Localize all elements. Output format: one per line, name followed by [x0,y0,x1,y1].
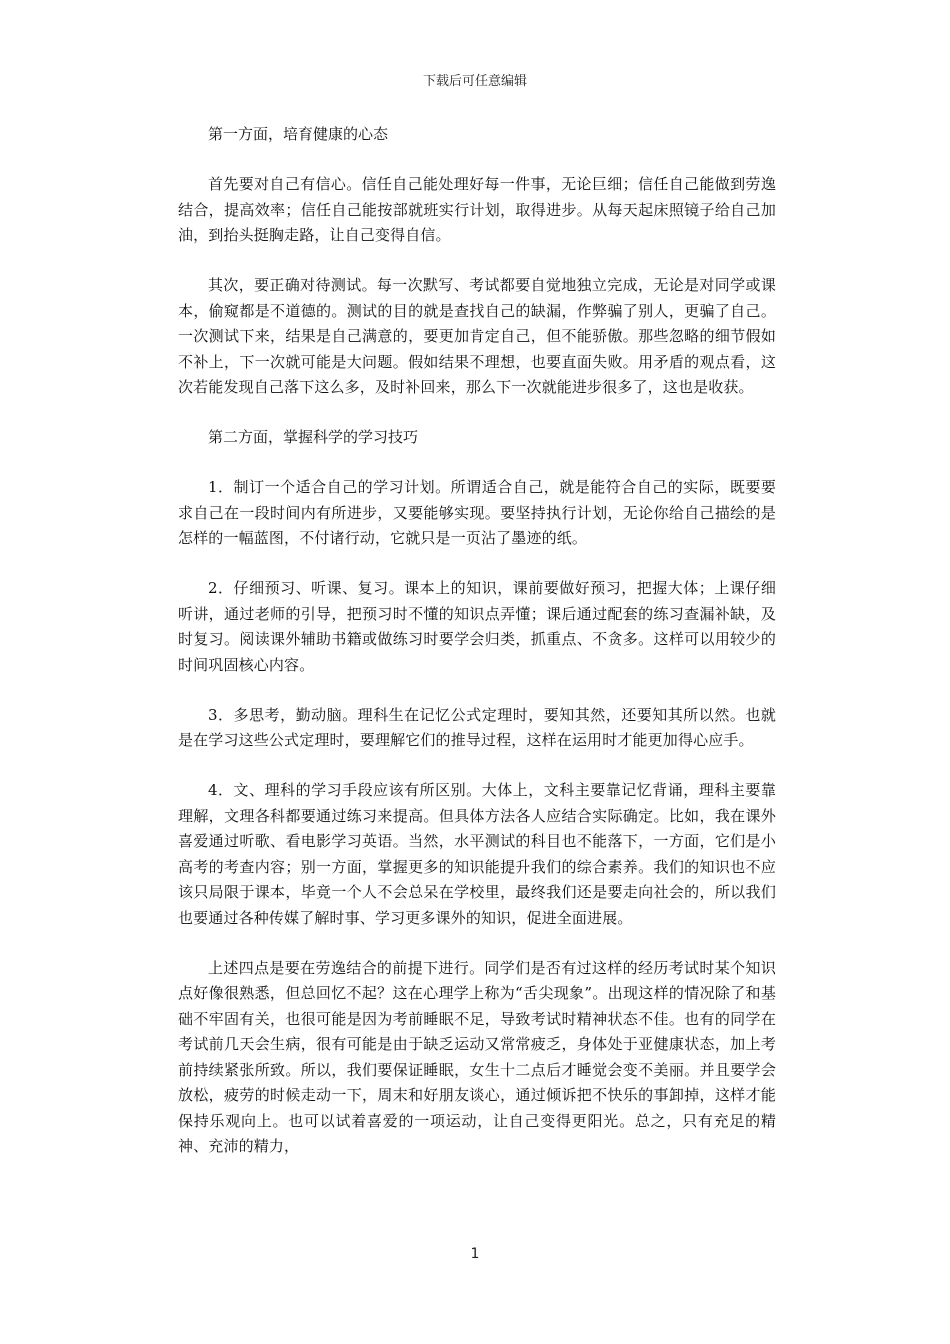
header-note: 下载后可任意编辑 [422,74,527,89]
section-heading-2: 第二方面，掌握科学的学习技巧 [208,428,419,446]
paragraph-1: 首先要对自己有信心。信任自己能处理好每一件事，无论巨细；信任自己能做到劳逸结合，提高效率；信任自己能按部就班实行计划，取得进步。从每天起床照镜子给自己加油，到抬头挺胸走路，让自己变得自信。 [178,175,776,244]
paragraph-3: 1．制订一个适合自己的学习计划。所谓适合自己，就是能符合自己的实际，既要要求自己在一段时间内有所进步，又要能够实现。要坚持执行计划，无论你给自己描绘的是怎样的一幅蓝图，不付诸行动，它就只是一页沾了墨迹的纸。 [178,478,776,547]
paragraph-2: 其次，要正确对待测试。每一次默写、考试都要自觉地独立完成，无论是对同学或课本，偷窥都是不道德的。测试的目的就是查找自己的缺漏，作弊骗了别人，更骗了自己。一次测试下来，结果是自己满意的，要更加肯定自己，但不能骄傲。那些忽略的细节假如不补上，下一次就可能是大问题。假如结果不理想，也要直面失败。用矛盾的观点看，这次若能发现自己落下这么多，及时补回来，那么下一次就能进步很多了，这也是收获。 [178,276,776,396]
paragraph-4: 2．仔细预习、听课、复习。课本上的知识，课前要做好预习，把握大体；上课仔细听讲，通过老师的引导，把预习时不懂的知识点弄懂；课后通过配套的练习查漏补缺，及时复习。阅读课外辅助书籍或做练习时要学会归类，抓重点、不贪多。这样可以用较少的时间巩固核心内容。 [178,579,776,674]
paragraph-6: 4．文、理科的学习手段应该有所区别。大体上，文科主要靠记忆背诵，理科主要靠理解，文理各科都要通过练习来提高。但具体方法各人应结合实际确定。比如，我在课外喜爱通过听歌、看电影学习英语。当然，水平测试的科目也不能落下，一方面，它们是小高考的考查内容；别一方面，掌握更多的知识能提升我们的综合素养。我们的知识也不应该只局限于课本，毕竟一个人不会总呆在学校里，最终我们还是要走向社会的，所以我们也要通过各种传媒了解时事、学习更多课外的知识，促进全面进展。 [178,781,776,927]
document-body [178,122,776,1184]
paragraph-5: 3．多思考，勤动脑。理科生在记忆公式定理时，要知其然，还要知其所以然。也就是在学习这些公式定理时，要理解它们的推导过程，这样在运用时才能更加得心应手。 [178,705,776,749]
page-number: 1 [470,1246,480,1262]
paragraph-7: 上述四点是要在劳逸结合的前提下进行。同学们是否有过这样的经历考试时某个知识点好像很熟悉，但总回忆不起？这在心理学上称为“舌尖现象”。出现这样的情况除了和基础不牢固有关，也很可能是因为考前睡眠不足，导致考试时精神状态不佳。也有的同学在考试前几天会生病，很有可能是由于缺乏运动又常常疲乏，身体处于亚健康状态，加上考前持续紧张所致。所以，我们要保证睡眠，女生十二点后才睡觉会变不美丽。并且要学会放松，疲劳的时候走动一下，周末和好朋友谈心，通过倾诉把不快乐的事卸掉，这样才能保持乐观向上。也可以试着喜爱的一项运动，让自己变得更阳光。总之，只有充足的精神、充沛的精力， [178,958,776,1155]
section-heading-1: 第一方面，培育健康的心态 [208,125,389,143]
